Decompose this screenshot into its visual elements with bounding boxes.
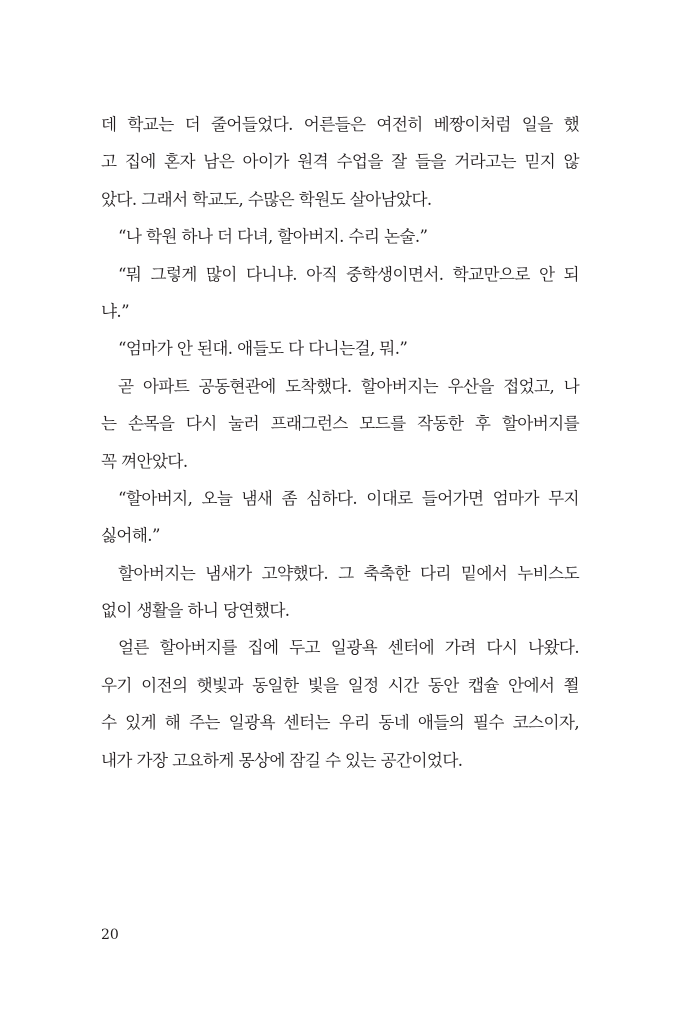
text-line-15: 얼른 할아버지를 집에 두고 일광욕 센터에 가려 다시 나왔다.: [118, 638, 579, 658]
text-line-11: “할아버지, 오늘 냄새 좀 심하다. 이대로 들어가면 엄마가 무지: [118, 488, 579, 508]
text-line-13: 할아버지는 냄새가 고약했다. 그 축축한 다리 밑에서 누비스도: [118, 563, 579, 583]
text-line-10: 꼭 껴안았다.: [101, 451, 188, 471]
text-line-18: 내가 가장 고요하게 몽상에 잠길 수 있는 공간이었다.: [101, 750, 463, 770]
text-line-8: 곧 아파트 공동현관에 도착했다. 할아버지는 우산을 접었고, 나: [118, 376, 579, 396]
text-line-4: “나 학원 하나 더 다녀, 할아버지. 수리 논술.”: [118, 227, 428, 247]
body-text: [101, 106, 579, 779]
text-line-1: 데 학교는 더 줄어들었다. 어른들은 여전히 베짱이처럼 일을 했: [101, 115, 579, 134]
text-line-16: 우기 이전의 햇빛과 동일한 빛을 일정 시간 동안 캡슐 안에서 쬘: [101, 675, 579, 695]
text-line-12: 싫어해.”: [101, 526, 160, 546]
text-line-17: 수 있게 해 주는 일광욕 센터는 우리 동네 애들의 필수 코스이자,: [101, 713, 579, 733]
text-line-14: 없이 생활을 하니 당연했다.: [101, 601, 290, 621]
text-line-2: 고 집에 혼자 남은 아이가 원격 수업을 잘 들을 거라고는 믿지 않: [101, 152, 579, 172]
text-line-3: 았다. 그래서 학교도, 수많은 학원도 살아남았다.: [101, 189, 432, 209]
text-line-5: “뭐 그렇게 많이 다니냐. 아직 중학생이면서. 학교만으로 안 되: [118, 264, 579, 284]
text-line-6: 냐.”: [101, 301, 129, 321]
text-line-9: 는 손목을 다시 눌러 프래그런스 모드를 작동한 후 할아버지를: [101, 414, 579, 434]
page-number: 20: [101, 927, 119, 943]
text-line-7: “엄마가 안 된대. 애들도 다 다니는걸, 뭐.”: [118, 339, 408, 359]
